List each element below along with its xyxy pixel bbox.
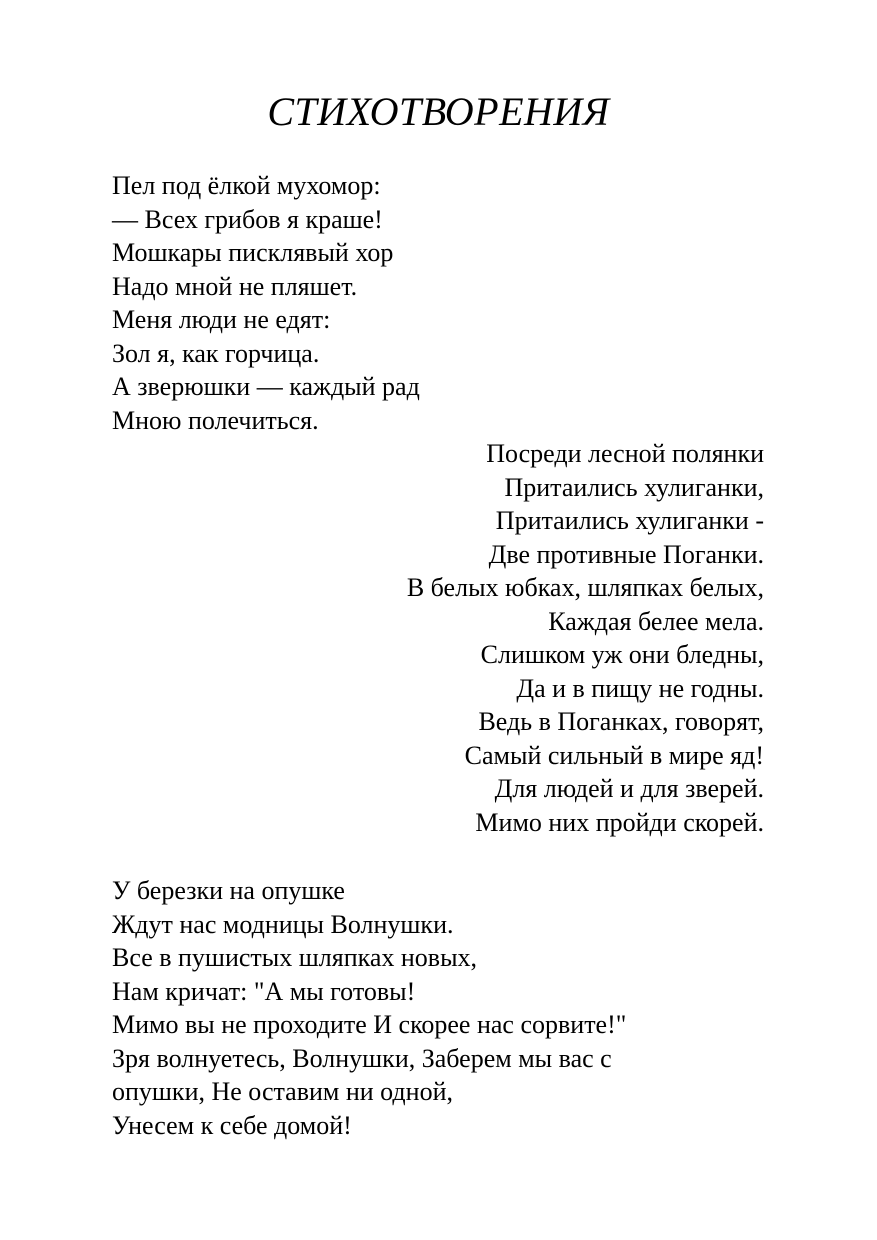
poem-line: Мошкары писклявый хор bbox=[112, 238, 394, 267]
poem-line: Унесем к себе домой! bbox=[112, 1110, 352, 1140]
poem-toadstools bbox=[104, 437, 764, 839]
poem-line: В белых юбках, шляпках белых, bbox=[406, 573, 764, 602]
poem-line: опушки, Не оставим ни одной, bbox=[112, 1077, 453, 1106]
poem-line: Зря волнуетесь, Волнушки, Заберем мы вас с bbox=[112, 1043, 612, 1073]
poem-line: У березки на опушке bbox=[112, 876, 345, 905]
poem-line: Надо мной не пляшет. bbox=[112, 271, 358, 301]
poem-line: Для людей и для зверей. bbox=[494, 774, 764, 803]
poem-line: Мимо них пройди скорей. bbox=[475, 807, 764, 837]
poem-fly-agaric bbox=[112, 169, 772, 437]
poem-line: Самый сильный в мире яд! bbox=[464, 740, 764, 770]
poem-line: Ждут нас модницы Волнушки. bbox=[112, 909, 454, 939]
poem-line: Посреди лесной полянки bbox=[486, 439, 764, 468]
poem-line: Зол я, как горчица. bbox=[112, 338, 320, 368]
poem-line: Все в пушистых шляпках новых, bbox=[112, 943, 478, 972]
poem-line: Слишком уж они бледны, bbox=[480, 640, 764, 669]
poem-line: А зверюшки — каждый рад bbox=[112, 372, 420, 401]
poem-line: Мною полечиться. bbox=[112, 405, 319, 435]
poem-line: Две противные Поганки. bbox=[488, 539, 764, 569]
page-title: СТИХОТВОРЕНИЯ bbox=[267, 89, 610, 134]
poem-line: Каждая белее мела. bbox=[548, 606, 764, 636]
poem-line: Ведь в Поганках, говорят, bbox=[478, 707, 764, 736]
poem-line: — Всех грибов я краше! bbox=[112, 204, 383, 234]
poem-line: Меня люди не едят: bbox=[112, 305, 331, 334]
poem-line: Нам кричат: "А мы готовы! bbox=[112, 976, 416, 1006]
poem-milk-caps bbox=[112, 874, 772, 1142]
poem-line: Пел под ёлкой мухомор: bbox=[112, 171, 381, 200]
poem-line: Мимо вы не проходите И скорее нас сорвите!" bbox=[112, 1010, 627, 1039]
poem-line: Да и в пищу не годны. bbox=[516, 673, 764, 703]
poem-line: Притаились хулиганки - bbox=[495, 506, 764, 535]
poem-line: Притаились хулиганки, bbox=[504, 472, 764, 502]
